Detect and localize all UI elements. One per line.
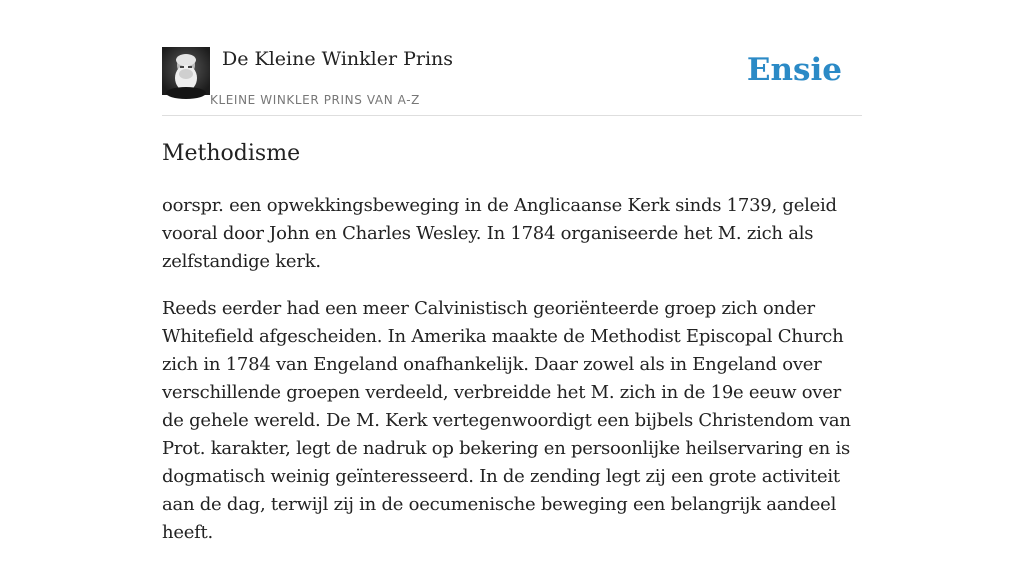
bearded-man-portrait-icon xyxy=(162,47,210,95)
article-paragraph: Reeds eerder had een meer Calvinistisch georiënteerde groep zich onder Whitefield afgescheiden. In Amerika maakte de Methodist Episcopal Church zich in 1784 van Engeland onafhankelijk. Daar zowel als in Engeland over verschillende groepen verdeeld, verbreidde het M. zich in de 19e eeuw over de gehele wereld. De M. Kerk vertegenwoordigt een bijbels Christendom van Prot. karakter, legt de nadruk op bekering en persoonlijke heilservaring en is dogmatisch weinig geïnteresseerd. In de zending legt zij een grote activiteit aan de dag, terwijl zij in de oecumenische beweging een belangrijk aandeel heeft. xyxy=(162,298,851,543)
article-paragraph: oorspr. een opwekkingsbeweging in de Anglicaanse Kerk sinds 1739, geleid vooral door John en Charles Wesley. In 1784 organiseerde het M. zich als zelfstandige kerk. xyxy=(162,195,837,272)
source-avatar[interactable] xyxy=(162,47,210,95)
source-title[interactable]: De Kleine Winkler Prins xyxy=(222,48,454,70)
source-subtitle[interactable]: KLEINE WINKLER PRINS VAN A-Z xyxy=(210,93,420,107)
article xyxy=(162,138,862,566)
article-title: Methodisme xyxy=(162,141,301,166)
header xyxy=(162,44,862,116)
article-body xyxy=(162,192,862,547)
brand-logo[interactable]: Ensie xyxy=(746,52,842,88)
